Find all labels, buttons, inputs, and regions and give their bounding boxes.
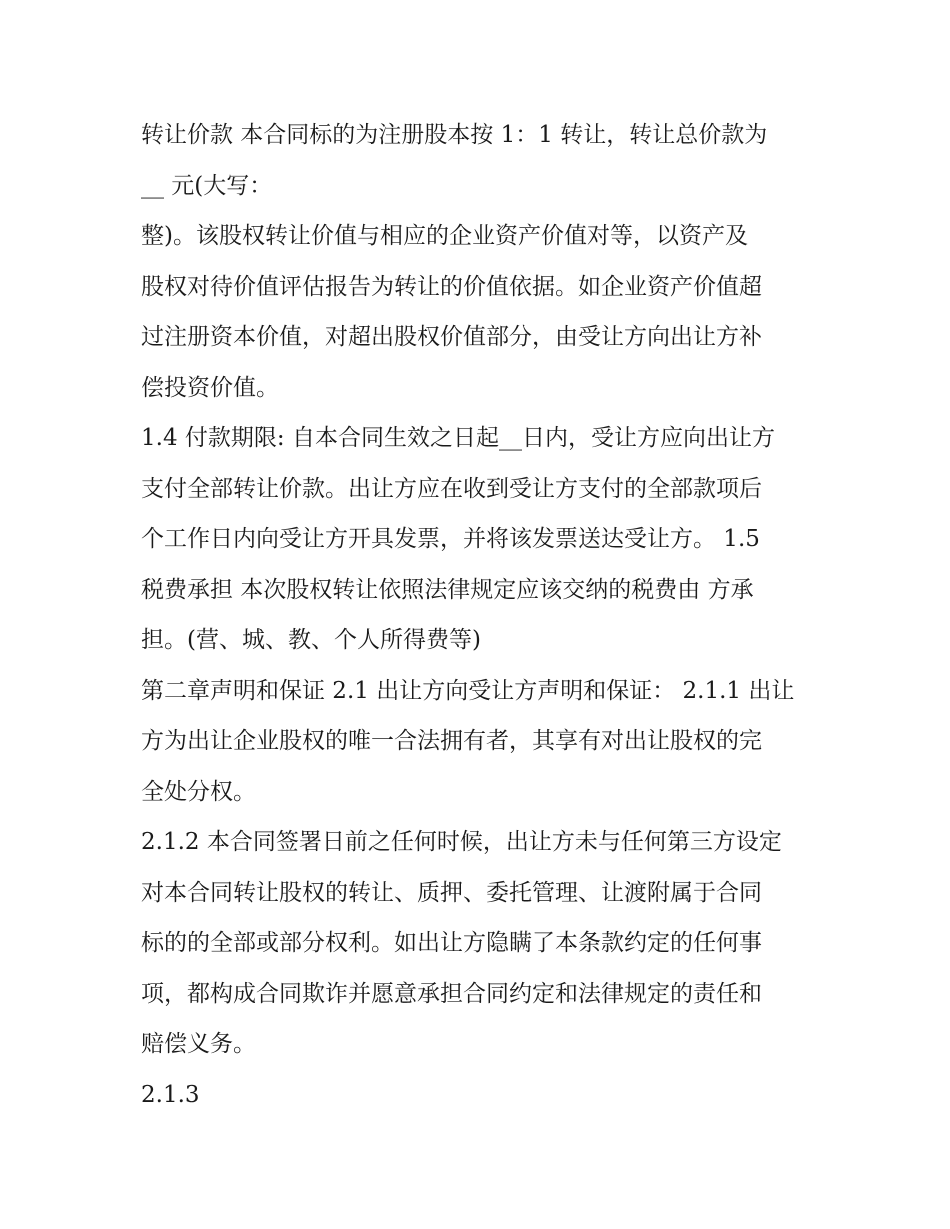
text-line: 全处分权。 (141, 778, 256, 805)
text-line: 项，都构成合同欺诈并愿意承担合同约定和法律规定的责任和 (141, 980, 762, 1007)
text-line: 过注册资本价值，对超出股权价值部分，由受让方向出让方补 (141, 324, 762, 350)
text-line: 偿投资价值。 (141, 374, 279, 401)
text-line: 支付全部转让价款。出让方应在收到受让方支付的全部款项后 (141, 475, 762, 502)
text-line: 方为出让企业股权的唯一合法拥有者，其享有对出让股权的完 (141, 728, 762, 754)
text-line: 第二章声明和保证 2.1 出让方向受让方声明和保证： 2.1.1 出让 (141, 677, 795, 704)
text-line: 担。(营、城、教、个人所得费等) (141, 627, 481, 653)
text-line: 标的的全部或部分权利。如出让方隐瞒了本条款约定的任何事 (141, 930, 762, 956)
text-line: 股权对待价值评估报告为转让的价值依据。如企业资产价值超 (141, 273, 762, 300)
text-line: 赔偿义务。 (141, 1031, 256, 1057)
text-line: __ 元(大写： (141, 172, 273, 199)
text-line: 对本合同转让股权的转让、质押、委托管理、让渡附属于合同 (141, 879, 762, 906)
text-line: 1.4 付款期限: 自本合同生效之日起__日内，受让方应向出让方 (141, 425, 775, 451)
text-line: 2.1.3 (141, 1081, 200, 1108)
text-line: 转让价款 本合同标的为注册股本按 1：1 转让，转让总价款为 (141, 122, 768, 148)
contract-body-text (141, 110, 821, 1120)
text-line: 整)。该股权转让价值与相应的企业资产价值对等，以资产及 (141, 223, 748, 249)
text-line: 2.1.2 本合同签署日前之任何时候，出让方未与任何第三方设定 (141, 829, 782, 855)
text-line: 个工作日内向受让方开具发票，并将该发票送达受让方。 1.5 (141, 526, 760, 552)
text-line: 税费承担 本次股权转让依照法律规定应该交纳的税费由 方承 (141, 576, 754, 603)
